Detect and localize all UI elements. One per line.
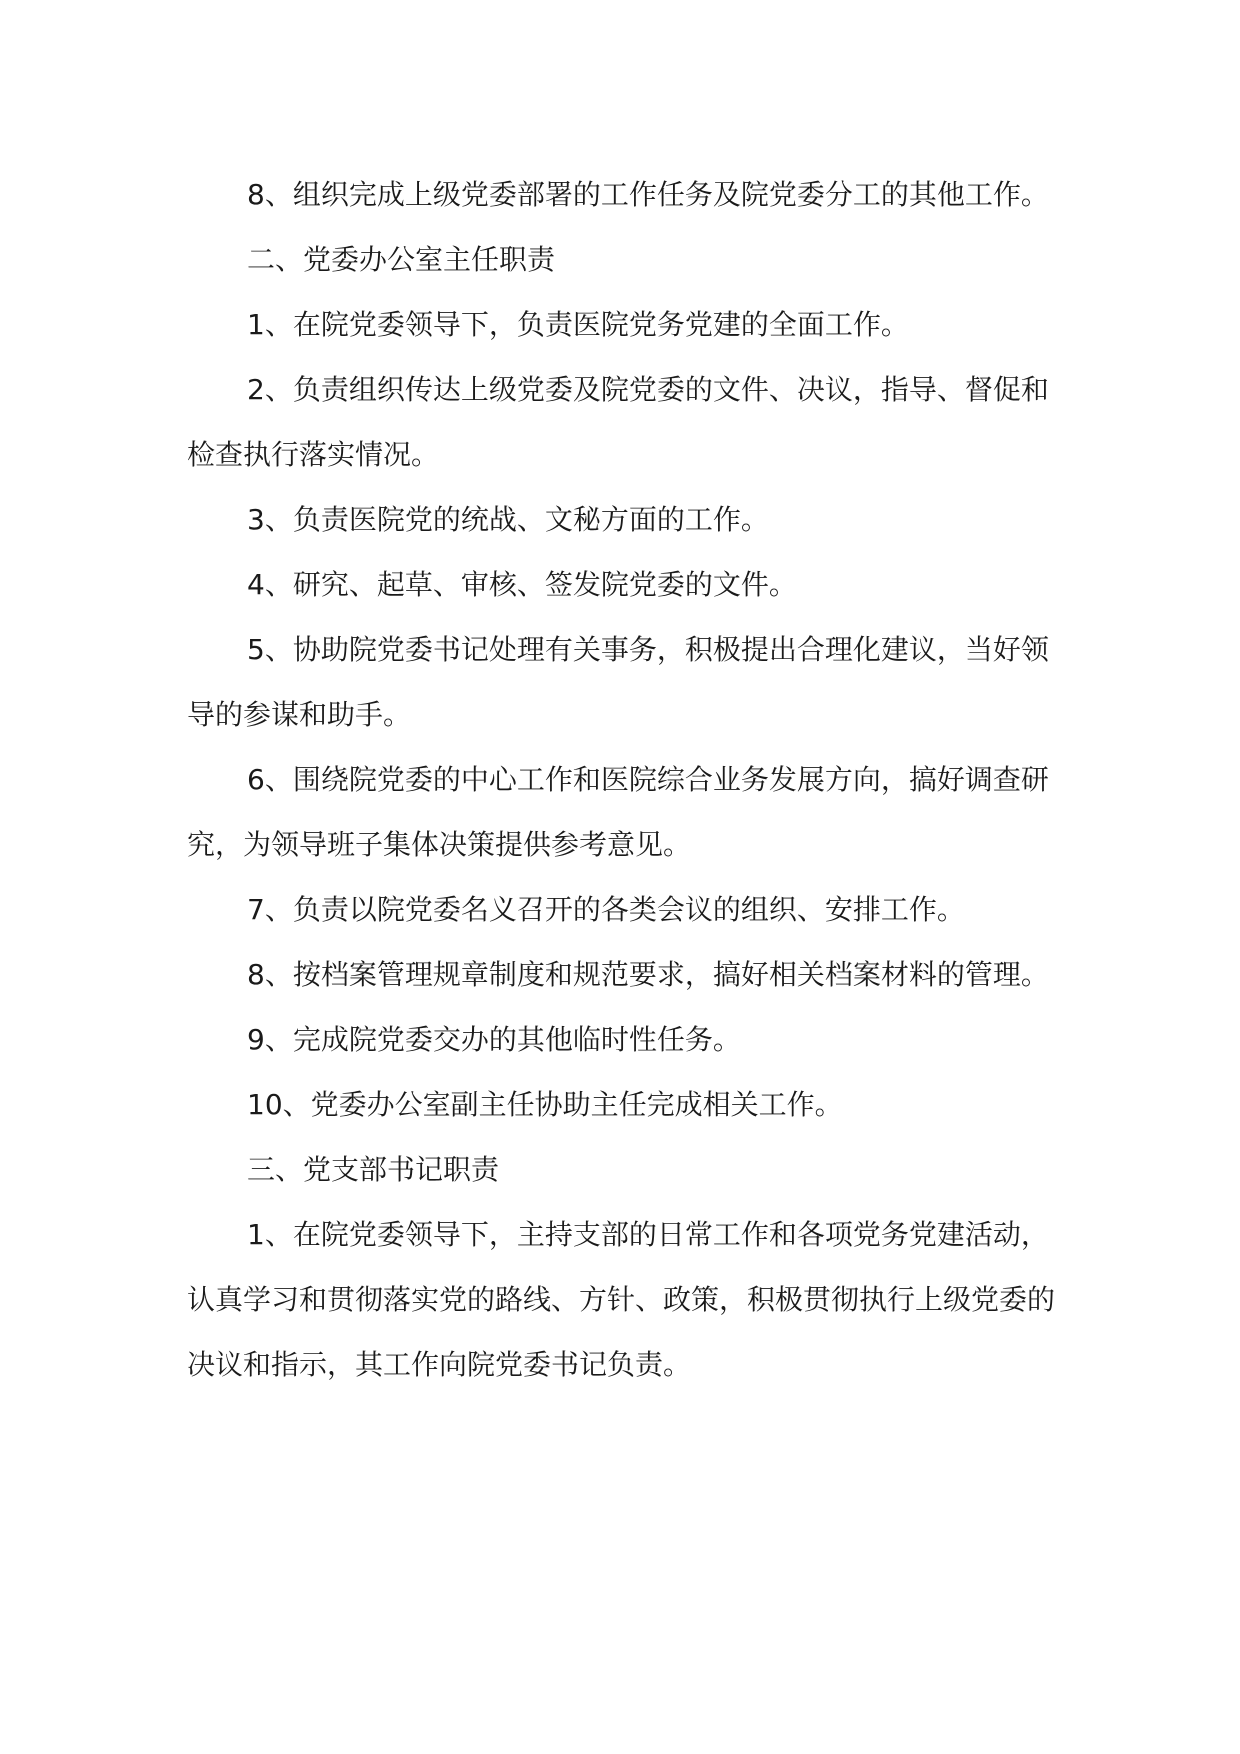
section-heading-branch-secretary: 三、党支部书记职责 <box>247 1153 500 1186</box>
paragraph-item-9: 9、完成院党委交办的其他临时性任务。 <box>247 1023 741 1056</box>
paragraph-item-2: 2、负责组织传达上级党委及院党委的文件、决议，指导、督促和检查执行落实情况。 <box>187 373 1049 471</box>
paragraph-item-6: 6、围绕院党委的中心工作和医院综合业务发展方向，搞好调查研究，为领导班子集体决策提供参考意见。 <box>187 763 1049 861</box>
paragraph-item-4: 4、研究、起草、审核、签发院党委的文件。 <box>247 568 797 601</box>
paragraph-item-3: 3、负责医院党的统战、文秘方面的工作。 <box>247 503 769 536</box>
paragraph-item-7: 7、负责以院党委名义召开的各类会议的组织、安排工作。 <box>247 893 965 926</box>
paragraph-item-5: 5、协助院党委书记处理有关事务，积极提出合理化建议，当好领导的参谋和助手。 <box>187 633 1049 731</box>
paragraph-item-1: 1、在院党委领导下，负责医院党务党建的全面工作。 <box>247 308 909 341</box>
paragraph-item-1-branch: 1、在院党委领导下，主持支部的日常工作和各项党务党建活动，认真学习和贯彻落实党的路线、方针、政策，积极贯彻执行上级党委的决议和指示，其工作向院党委书记负责。 <box>187 1218 1056 1381</box>
paragraph-item-8: 8、按档案管理规章制度和规范要求，搞好相关档案材料的管理。 <box>247 958 1049 991</box>
paragraph-item-8-tasks: 8、组织完成上级党委部署的工作任务及院党委分工的其他工作。 <box>247 178 1049 211</box>
paragraph-item-10: 10、党委办公室副主任协助主任完成相关工作。 <box>247 1088 843 1121</box>
section-heading-office-director: 二、党委办公室主任职责 <box>247 243 556 276</box>
